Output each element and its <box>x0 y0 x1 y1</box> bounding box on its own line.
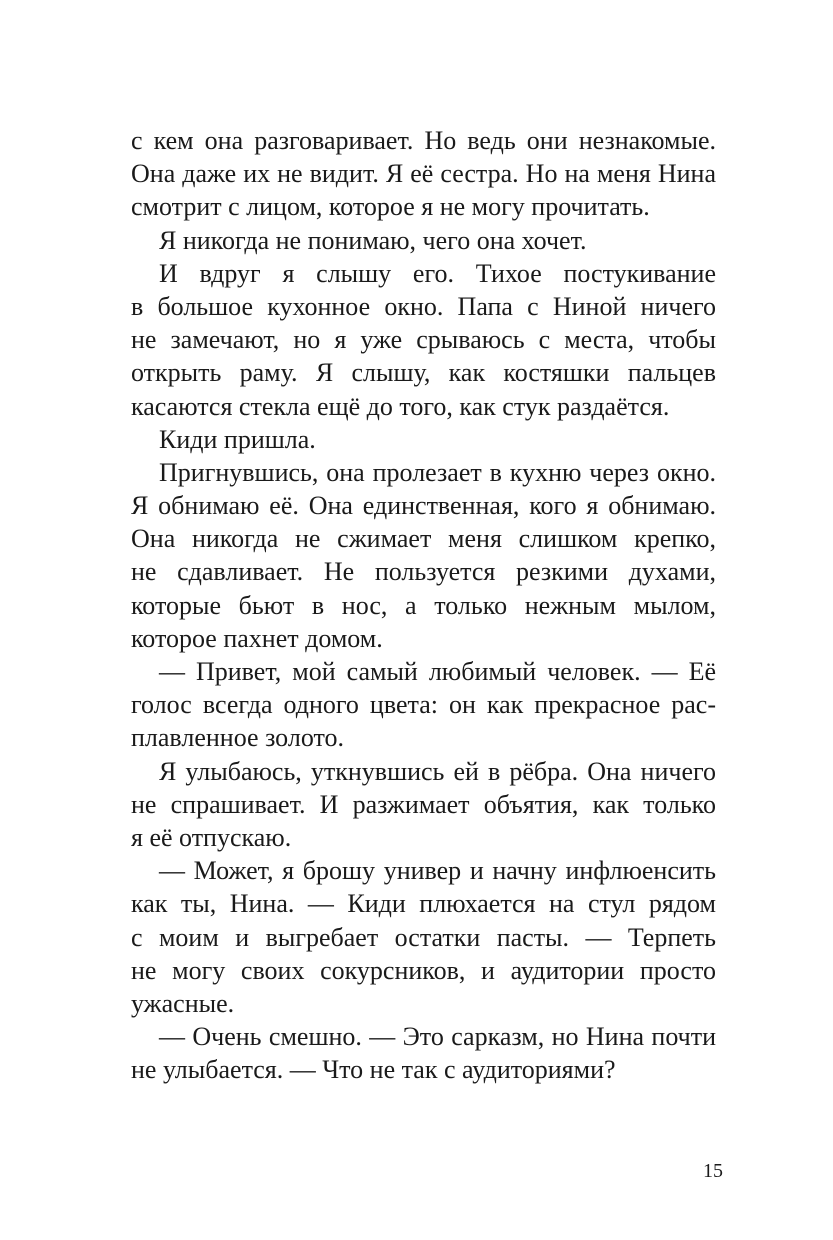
text-line: не замечают, но я уже срываюсь с места, чтобы <box>131 325 716 355</box>
text-line: плавленное золото. <box>131 723 344 753</box>
text-line: с моим и выгребает остатки пасты. — Терпеть <box>131 922 716 952</box>
page-number: 15 <box>703 1160 723 1182</box>
text-line: — Может, я брошу универ и начну инфлюенсить <box>159 856 716 886</box>
text-line: И вдруг я слышу его. Тихое постукивание <box>159 258 716 288</box>
text-line: Она даже их не видит. Я её сестра. Но на меня Нина <box>131 159 716 189</box>
text-line: не спрашивает. И разжимает объятия, как только <box>131 789 716 819</box>
page-body <box>131 124 716 1086</box>
text-line: ужасные. <box>131 988 235 1018</box>
text-line: не могу своих сокурсников, и аудитории просто <box>131 955 716 985</box>
paragraph <box>131 423 716 456</box>
text-line: Она никогда не сжимает меня слишком крепко, <box>131 524 716 554</box>
text-line: касаются стекла ещё до того, как стук раздаётся. <box>131 391 670 421</box>
text-line: которые бьют в нос, а только нежным мылом, <box>131 590 716 620</box>
text-line: — Привет, мой самый любимый человек. — Её <box>159 657 716 686</box>
paragraph <box>131 755 716 855</box>
paragraph <box>131 124 716 224</box>
text-line: открыть раму. Я слышу, как костяшки пальцев <box>131 358 716 388</box>
text-line: которое пахнет домом. <box>131 623 383 653</box>
text-line: не улыбается. — Что не так с аудиториями? <box>131 1055 616 1085</box>
text-line: смотрит с лицом, которое я не могу прочитать. <box>131 192 650 222</box>
text-line: в большое кухонное окно. Папа с Ниной ничего <box>131 291 716 321</box>
text-line: Киди пришла. <box>159 424 316 454</box>
text-line: я её отпускаю. <box>131 822 292 852</box>
text-line: Я улыбаюсь, уткнувшись ей в рёбра. Она ничего <box>159 756 716 786</box>
text-line: Пригнувшись, она пролезает в кухню через окно. <box>159 457 716 487</box>
paragraph <box>131 224 716 257</box>
text-line: голос всегда одного цвета: он как прекрасное рас- <box>131 690 716 720</box>
text-line: Я никогда не понимаю, чего она хочет. <box>159 225 587 255</box>
paragraph <box>131 257 716 423</box>
text-line: Я обнимаю её. Она единственная, кого я обнимаю. <box>131 491 716 521</box>
text-line: с кем она разговаривает. Но ведь они незнакомые. <box>131 126 716 155</box>
text-line: как ты, Нина. — Киди плюхается на стул рядом <box>131 889 716 919</box>
paragraph <box>131 1020 716 1086</box>
paragraph <box>131 854 716 1020</box>
paragraph <box>131 456 716 655</box>
text-line: — Очень смешно. — Это сарказм, но Нина почти <box>159 1022 716 1052</box>
text-line: не сдавливает. Не пользуется резкими духами, <box>131 557 716 587</box>
paragraph <box>131 655 716 755</box>
